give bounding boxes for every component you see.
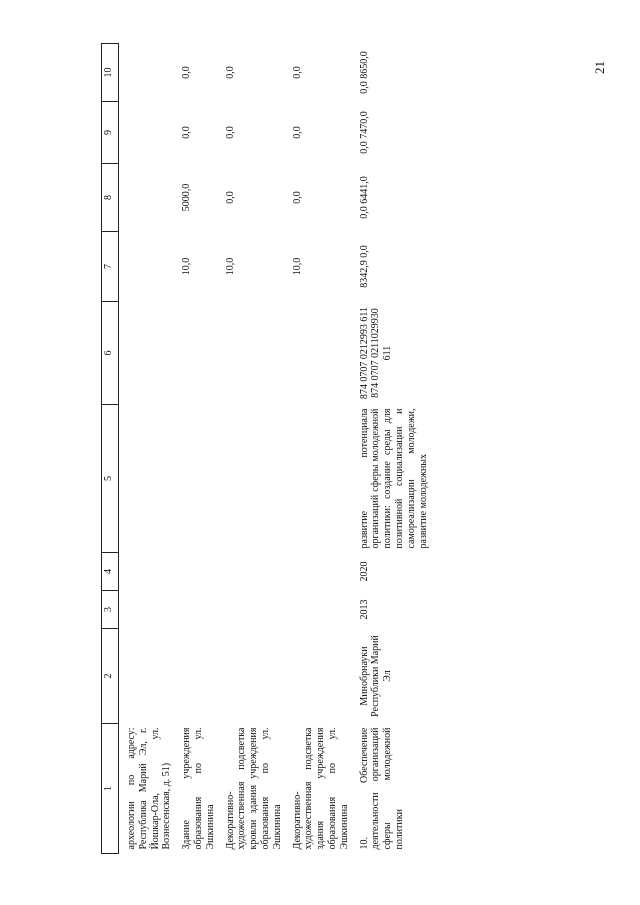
amount-cell: 0,0 bbox=[291, 66, 303, 79]
result-cell: развитие потенциала организаций сферы молодежной политики: создание среды для позитивной социализации и самореализации молодежи, развитие молодежных bbox=[358, 408, 429, 549]
object-name-cell: археологии по адресу: Республика Марий Эл, г. Йошкар-Ола, ул. Вознесенская, д. 51) bbox=[126, 727, 173, 850]
amount-cell: 10,0 bbox=[291, 257, 303, 276]
column-header: 1 bbox=[102, 724, 119, 854]
column-header: 9 bbox=[102, 102, 119, 164]
object-name-cell: Здание учреждения образования по ул. Эшкинина bbox=[181, 727, 216, 850]
rotated-table-wrapper bbox=[101, 44, 493, 854]
amount-cell: 0,0 bbox=[181, 66, 193, 79]
table-row bbox=[224, 44, 285, 854]
table-row bbox=[125, 44, 174, 854]
column-header: 3 bbox=[102, 591, 119, 629]
amount-cell: 10,0 bbox=[181, 257, 193, 276]
column-header: 7 bbox=[102, 232, 119, 302]
start-year-cell: 2013 bbox=[358, 599, 370, 620]
amount-cell: 10,0 bbox=[224, 257, 236, 276]
column-header: 10 bbox=[102, 44, 119, 102]
end-year-cell: 2020 bbox=[358, 561, 370, 582]
amount-cell: 0,0 6441,0 bbox=[358, 176, 370, 219]
column-header: 2 bbox=[102, 629, 119, 724]
amount-cell: 0,0 7470,0 bbox=[358, 111, 370, 154]
program-table bbox=[101, 43, 430, 854]
column-header: 6 bbox=[102, 302, 119, 405]
amount-cell: 0,0 bbox=[291, 191, 303, 204]
amount-cell: 0,0 8650,0 bbox=[358, 51, 370, 94]
responsible-cell: Минобрнауки Республики Марий Эл bbox=[358, 635, 394, 717]
object-name-cell: 10. Обеспечение деятельности организаций сферы молодежной политики bbox=[358, 727, 405, 850]
table-row bbox=[358, 44, 431, 854]
header-row bbox=[102, 44, 119, 854]
amount-cell: 0,0 bbox=[224, 191, 236, 204]
amount-cell: 5000,0 bbox=[181, 183, 193, 212]
budget-code-cell: 874 0707 0212993 611 874 0707 0211029930 611 bbox=[358, 306, 394, 400]
amount-cell: 0,0 bbox=[181, 126, 193, 139]
amount-cell: 0,0 bbox=[224, 126, 236, 139]
table-row bbox=[180, 44, 217, 854]
amount-cell: 0,0 bbox=[291, 126, 303, 139]
column-header: 8 bbox=[102, 164, 119, 232]
amount-cell: 8342,9 0,0 bbox=[358, 245, 370, 288]
column-header: 5 bbox=[102, 405, 119, 553]
table-row bbox=[291, 44, 352, 854]
object-name-cell: Декоративно-художественная подсветка здания учреждения образования по ул. Эшкинина bbox=[291, 727, 350, 850]
page-number: 21 bbox=[592, 61, 607, 74]
object-name-cell: Декоративно-художественная подсветка кровли здания учреждения образования по ул. Эшкинина bbox=[224, 727, 283, 850]
column-header: 4 bbox=[102, 553, 119, 591]
amount-cell: 0,0 bbox=[224, 66, 236, 79]
